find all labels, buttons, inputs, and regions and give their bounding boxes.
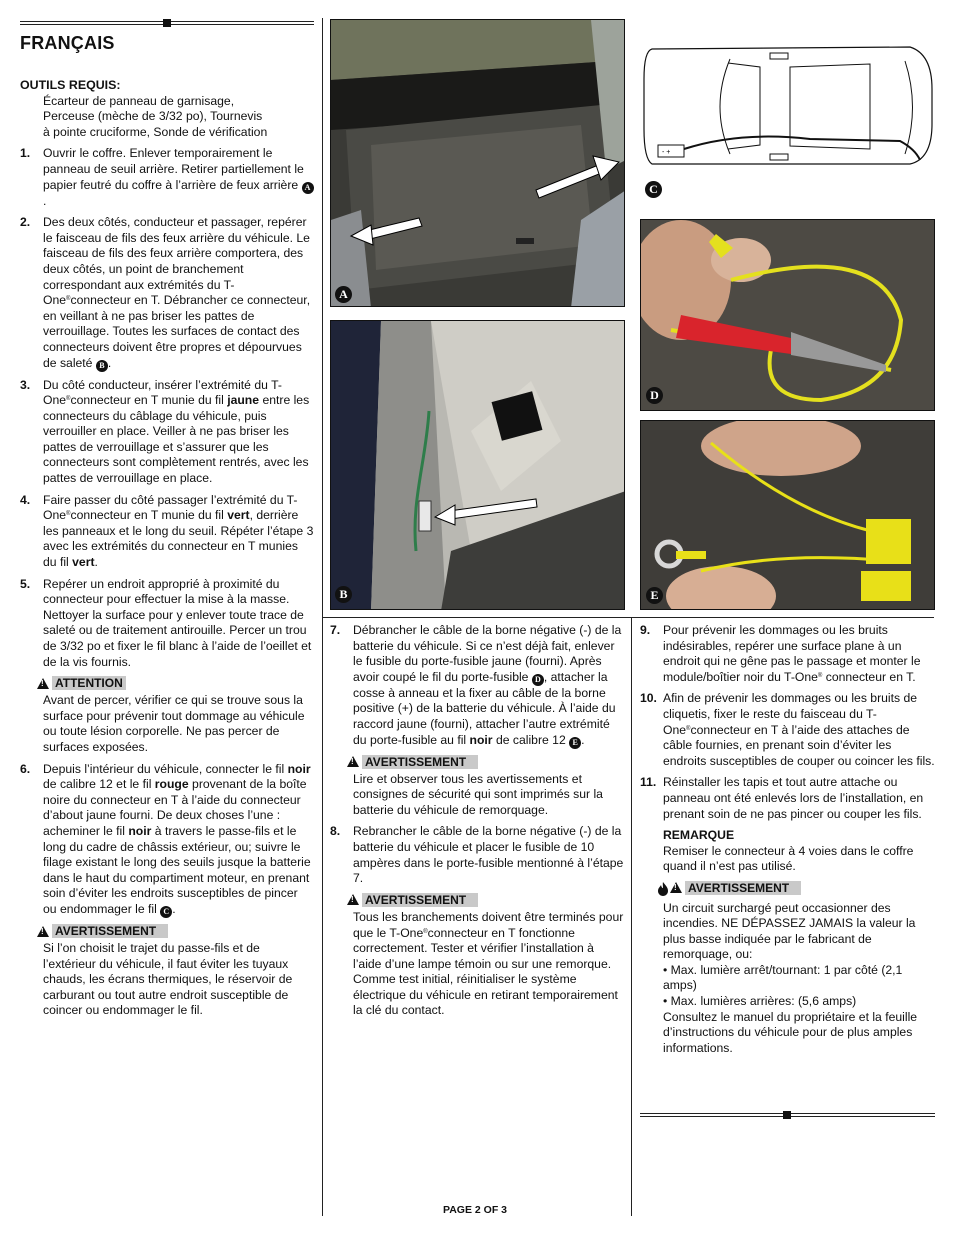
ring-terminal-illustration	[641, 421, 935, 610]
step-8	[330, 824, 624, 886]
warning-text: connecteur en T fonctionne correctement. Tester et vérifier l’installation à l’aide d’une lampe témoin ou sur une remorque. Comme test initial, réinitialiser le système électrique du véhicule en retirant temporairement la clé du contact.	[353, 925, 618, 1018]
step-text: Depuis l’intérieur du véhicule, connecter le fil	[43, 761, 285, 776]
diagram-c-car-wiring	[640, 19, 935, 209]
warning-icon	[347, 756, 359, 767]
step-text: connecteur en T.	[825, 669, 916, 684]
figure-ref-badge: B	[96, 360, 108, 372]
step-number: 3.	[20, 377, 31, 392]
figure-ref-badge: C	[160, 906, 172, 918]
figure-ref-badge: A	[302, 182, 314, 194]
page-number: PAGE 2 OF 3	[443, 1204, 507, 1216]
wire-color: vert	[227, 508, 250, 523]
step-11	[640, 775, 935, 822]
bottom-rule-marker	[783, 1111, 791, 1119]
warning-bullet-1: • Max. lumière arrêt/tournant: 1 par côté (2,1 amps)	[663, 962, 903, 993]
warning-step-6	[20, 924, 314, 1019]
photo-b-side-panel	[330, 320, 625, 610]
trademark-symbol: ®	[66, 396, 71, 403]
tools-heading: OUTILS REQUIS:	[20, 78, 121, 92]
step-text: Rebrancher le câble de la borne négative (-) de la batterie du véhicule et placer le fusible de 10 ampères dans le porte-fusible mentionné à l’étape 7.	[353, 824, 624, 886]
photo-label-a: A	[335, 286, 352, 303]
wire-color: noir	[287, 761, 311, 776]
column-right	[640, 623, 935, 1056]
step-number: 2.	[20, 215, 31, 230]
warning-label: AVERTISSEMENT	[362, 755, 478, 769]
column-left	[20, 32, 314, 1019]
car-top-view-icon	[640, 19, 935, 209]
warning-icon	[37, 926, 49, 937]
step-number: 10.	[640, 691, 657, 706]
photo-a-trunk	[330, 19, 625, 307]
warning-step-7	[330, 755, 624, 819]
step-number: 8.	[330, 824, 341, 839]
wire-color: noir	[128, 824, 152, 839]
step-text: Pour prévenir les dommages ou les bruits indésirables, repérer une surface plane à un endroit qui ne gêne pas le passage et monter le module/boîtier noir du T-One	[663, 623, 921, 684]
step-5	[20, 577, 314, 671]
fire-icon	[657, 882, 669, 894]
step-text: connecteur en T. Débrancher ce connecteur, en veillant à ne pas briser les pattes de verrouillage. Toutes les surfaces de contact des connecteurs doivent être propres et dépourvues de saleté	[43, 293, 311, 370]
tools-section	[20, 78, 314, 140]
column-middle	[330, 623, 624, 1019]
step-text: provenant de la boîte noire du connecteur en T à l’aide du connecteur d’about jaune fourni. De deux choses l’une : acheminer le fil	[43, 777, 307, 839]
step-text: connecteur en T à l’aide des attaches de câble fournies, en prenant soin d’éviter les endroits susceptibles de couper ou coincer les fils.	[663, 722, 935, 768]
wire-color: jaune	[227, 393, 260, 408]
step-text: , derrière les panneaux et le long du seuil. Répéter l’étape 3 avec les extrémités du connecteur en T munies du fil	[43, 508, 314, 570]
trademark-symbol: ®	[66, 296, 71, 303]
photo-d-cut-fuse-wire	[640, 219, 935, 411]
step-text: Du côté conducteur, insérer l’extrémité du T-One	[43, 377, 282, 408]
step-1: 1. Ouvrir le coffre. Enlever temporairement le panneau de seuil arrière. Retirer partiellement le papier feutré du coffre à l’arrière de feux arrière A.	[20, 146, 314, 209]
step-text: Des deux côtés, conducteur et passager, repérer le faisceau de fils des feux arrière du véhicule. Le faisceau de fils des feux arrière comportera, des deux côtés, un point de branchement correspondant aux extrémités du T-One	[43, 215, 310, 308]
step-text: de calibre 12 et le fil	[43, 777, 152, 792]
remark-section	[640, 828, 935, 875]
tools-line-3: à pointe cruciforme, Sonde de vérification	[43, 124, 268, 139]
step-number: 7.	[330, 623, 341, 637]
remark-text: Remiser le connecteur à 4 voies dans le coffre quand il n’est pas utilisé.	[663, 843, 914, 874]
warning-step-11	[640, 881, 935, 1057]
top-rule-marker	[163, 19, 171, 27]
trunk-illustration	[331, 20, 625, 307]
warning-step-8	[330, 893, 624, 1019]
step-text: Réinstaller les tapis et tout autre attache ou panneau ont été enlevés lors de l’installation, en prenant soin de ne pas pincer ou couper les fils.	[663, 775, 924, 821]
trademark-symbol: ®	[817, 672, 823, 679]
tools-line-1: Écarteur de panneau de garnisage,	[43, 93, 235, 108]
step-number: 4.	[20, 492, 31, 507]
battery-marks: - +	[662, 149, 671, 156]
column-divider-right	[631, 618, 632, 1216]
side-panel-illustration	[331, 321, 625, 610]
photo-label-c: C	[645, 181, 662, 198]
warning-icon	[37, 678, 49, 689]
warning-icon	[670, 882, 682, 893]
step-6: 6. Depuis l’intérieur du véhicule, connecter le fil noir de calibre 12 et le fil rouge provenant de la boîte noire du connecteur en T à l’aide du connecteur d’about jaune fourni. De deux choses l’une : acheminer le fil noir à travers le passe-fils et le long du cadre de châssis extérieur, ou; suivre le filage existant le long des seuils jusque la batterie dans le haut du compartiment moteur, en prenant soin d’éviter les endroits susceptibles de pincer ou endommager le fil C .	[20, 761, 311, 916]
warning-label: ATTENTION	[52, 676, 126, 690]
step-text: , attacher la cosse à anneau et la fixer au câble de la borne positive (+) de la batterie du véhicule. À l’aide du raccord jaune (fourni), attacher l’autre extrémité du porte-fusible au fil	[353, 669, 616, 747]
step-text: Afin de prévenir les dommages ou les bruits de cliquetis, fixer le reste du faisceau du T-One	[663, 691, 918, 737]
step-number: 6.	[20, 761, 31, 776]
warning-text: Avant de percer, vérifier ce qui se trouve sous la surface pour prévenir tout dommage au véhicule ou toute lésion corporelle. Ne pas percer de surfaces exposées.	[43, 693, 305, 755]
wire-color: noir	[469, 732, 493, 747]
step-text: Ouvrir le coffre. Enlever temporairement le panneau de seuil arrière. Retirer partiellement le papier feutré du coffre à l’arrière de feux arrière	[43, 146, 304, 192]
warning-icon	[347, 894, 359, 905]
cut-wire-illustration	[641, 220, 935, 411]
step-text: Repérer un endroit approprié à proximité du connecteur pour effectuer la mise à la masse. Nettoyer la surface pour y enlever toute trace de saleté ou de traitement antirouille. Percer un trou de 3/32 po et fixer le fil blanc à l’aide de l’oeillet et de la vis fournis.	[43, 576, 312, 669]
figure-ref-badge: E	[569, 737, 581, 749]
step-3	[20, 378, 314, 487]
step-text: connecteur en T munie du fil	[70, 508, 224, 523]
step-text: de calibre 12	[495, 732, 566, 747]
step-number: 11.	[640, 775, 657, 790]
figure-ref-badge: D	[532, 674, 544, 686]
step-9	[640, 623, 935, 685]
photo-e-ring-terminal	[640, 420, 935, 610]
warning-text: Consultez le manuel du propriétaire et la feuille d’instructions du véhicule pour de plus amples informations.	[663, 1009, 918, 1055]
warning-text: Un circuit surchargé peut occasionner des incendies. NE DÉPASSEZ JAMAIS la valeur la plus basse indiquée par le fabricant de remorquage, ou:	[663, 900, 916, 962]
step-text: entre les connecteurs du câblage du véhicule, puis verrouiller en place. Veiller à ne pas briser les pattes de verrouillage et s’assurer que les connecteurs sont complètement rentrés, avec les pattes de verrouillage en place.	[43, 393, 310, 486]
step-number: 9.	[640, 623, 651, 637]
middle-separator	[322, 617, 934, 618]
trademark-symbol: ®	[66, 511, 71, 518]
photo-label-e: E	[646, 587, 663, 604]
step-2: 2. Des deux côtés, conducteur et passager, repérer le faisceau de fils des feux arrière du véhicule. Le faisceau de fils des feux arrière comportera, des deux côtés, un point de branchement correspondant aux extrémités du T-One®connecteur en T. Débrancher ce connecteur, en veillant à ne pas briser les pattes de verrouillage. Toutes les surfaces de contact des connecteurs doivent être propres et dépourvues de saleté B .	[20, 215, 311, 370]
trademark-symbol: ®	[423, 928, 428, 935]
wire-color: vert	[72, 555, 95, 570]
step-text: Débrancher le câble de la borne négative (-) de la batterie du véhicule. Si ce n’est déjà fait, enlever le fusible du porte-fusible jaune (fourni). Après avoir coupé le fil du porte-fusible	[353, 623, 622, 684]
step-number: 1.	[20, 146, 31, 161]
warning-label: AVERTISSEMENT	[685, 881, 801, 895]
step-10	[640, 691, 935, 769]
photo-label-d: D	[646, 387, 663, 404]
wire-color: rouge	[154, 777, 189, 792]
language-title: FRANÇAIS	[20, 33, 115, 53]
step-text: à travers le passe-fils et le long du cadre de châssis extérieur, ou; suivre le filage existant le long des seuils jusque la batterie dans le haut du compartiment moteur, en prenant soin d’éviter les endroits susceptibles de pincer ou endommager le fil	[43, 824, 311, 916]
trademark-symbol: ®	[686, 725, 691, 732]
warning-text: Si l’on choisit le trajet du passe-fils et de l’extérieur du véhicule, il faut éviter les tuyaux chauds, les écrans thermiques, le réservoir de carburant ou tout autre endroit susceptible de coincer ou endommager le fil.	[43, 941, 293, 1018]
step-4: 4. Faire passer du côté passager l’extrémité du T-One®connecteur en T munie du fil vert, derrière les panneaux et le long du seuil. Répéter l’étape 3 avec les extrémités du connecteur en T munies du fil vert.	[20, 492, 314, 570]
step-number: 5.	[20, 576, 31, 591]
warning-label: AVERTISSEMENT	[362, 893, 478, 907]
step-text: connecteur en T munie du fil	[70, 393, 224, 408]
step-text: Faire passer du côté passager l’extrémité du T-One	[43, 492, 298, 523]
warning-label: AVERTISSEMENT	[52, 924, 168, 938]
warning-step-5	[20, 676, 314, 755]
step-7: 7. Débrancher le câble de la borne négative (-) de la batterie du véhicule. Si ce n’est déjà fait, enlever le fusible du porte-fusible jaune (fourni). Après avoir coupé le fil du porte-fusible D , attacher la cosse à anneau et la fixer au câble de la borne positive (+) de la batterie du véhicule. À l’aide du raccord jaune (fourni), attacher l’autre extrémité du porte-fusible au fil noir de calibre 12 E .	[330, 623, 622, 747]
photo-label-b: B	[335, 586, 352, 603]
remark-heading: REMARQUE	[663, 828, 735, 843]
warning-bullet-2: • Max. lumières arrières: (5,6 amps)	[663, 994, 857, 1009]
tools-line-2: Perceuse (mèche de 3/32 po), Tournevis	[43, 109, 263, 124]
warning-text: Lire et observer tous les avertissements et consignes de sécurité qui sont imprimés sur la batterie du véhicule de remorquage.	[353, 771, 603, 817]
warning-text: Tous les branchements doivent être terminés pour que le T-One	[353, 909, 624, 940]
